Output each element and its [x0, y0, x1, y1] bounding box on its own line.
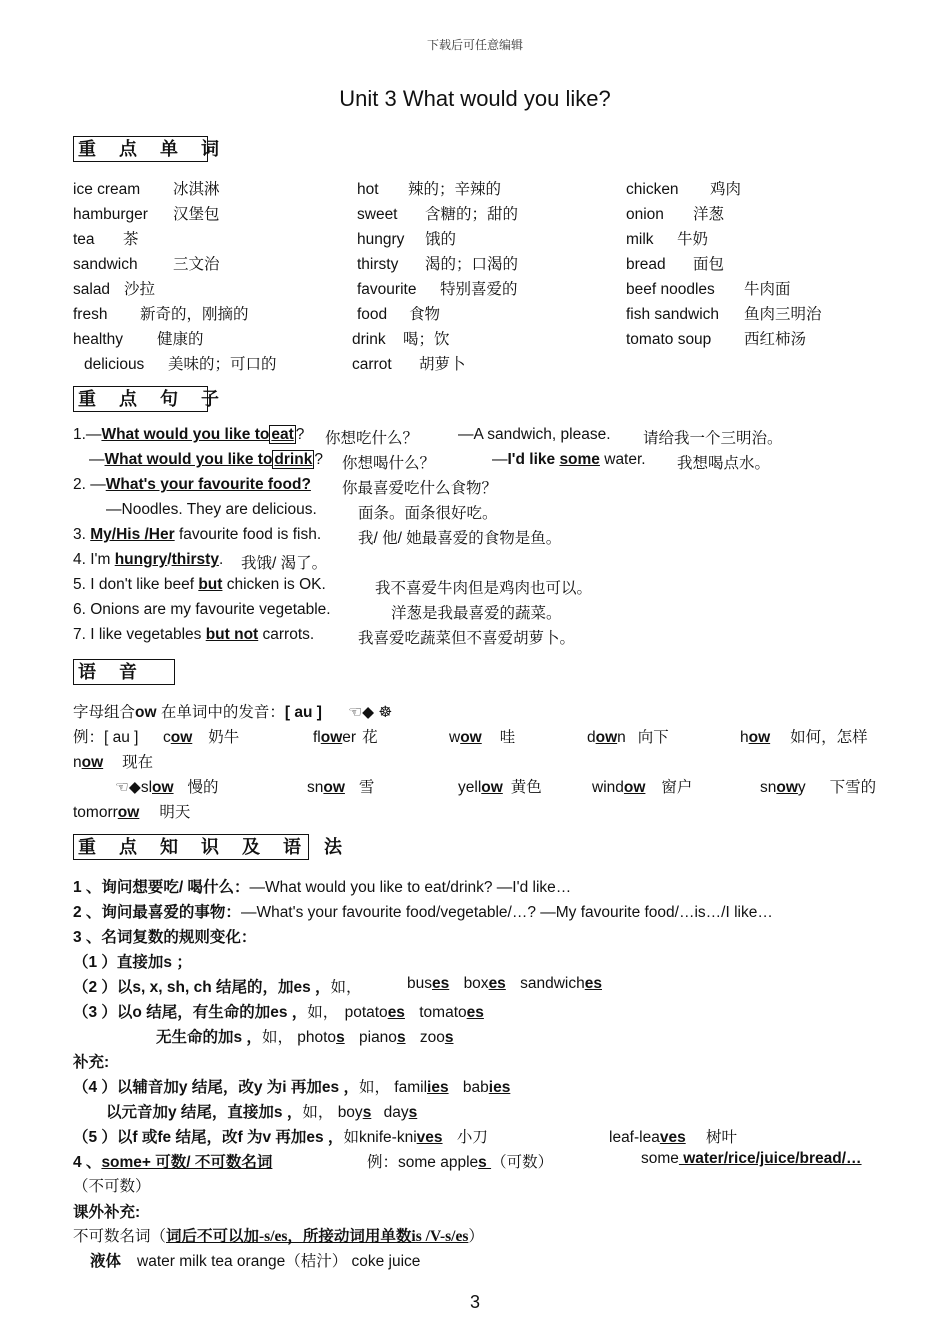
section-phonics-heading: 语 音 [73, 659, 175, 685]
text: famil [394, 1079, 428, 1096]
text: 1 、询问想要吃/ 喝什么： [73, 879, 250, 896]
vocab-item [357, 227, 456, 249]
section-vocab-heading: 重 点 单 词 [73, 136, 208, 162]
vocab-item [626, 177, 741, 199]
text: but [198, 576, 223, 593]
sentence-1b-answer [492, 451, 646, 469]
text: ow [481, 779, 503, 796]
text: ow [81, 754, 104, 771]
grammar-line-7 [156, 1025, 454, 1047]
text: ow [320, 729, 343, 746]
text: 3. [73, 526, 91, 543]
text: er [342, 729, 357, 746]
text: ? [314, 451, 323, 468]
vocab-item [73, 202, 220, 224]
vocab-meaning: 鸡肉 [710, 181, 742, 198]
page-header: 下载后可任意编辑 [426, 38, 523, 52]
text: photo [297, 1029, 337, 1046]
text: 向下 [637, 729, 669, 746]
vocab-meaning: 胡萝卜 [419, 356, 466, 373]
sentence-5-cn: 我不喜爱牛肉但是鸡肉也可以。 [375, 580, 593, 597]
text: ☜◆ ☸ [348, 704, 393, 721]
grammar-line-6 [73, 1000, 484, 1022]
text: 慢的 [187, 779, 219, 796]
vocab-item [626, 327, 806, 349]
text: carrots. [258, 626, 315, 643]
text: box [463, 975, 489, 992]
vocab-word: carrot [352, 356, 392, 373]
text: 词后不可以加-s/es，所接动词用单数is /V-s/es [166, 1228, 469, 1245]
vocab-meaning: 冰淇淋 [173, 181, 220, 198]
sentence-1-answer-cn: 请给我一个三明治。 [643, 430, 783, 447]
text: ow [135, 704, 157, 721]
vocab-meaning: 鱼肉三明治 [744, 306, 822, 323]
text: —What's your favourite food/vegetable/…? —My favourite food/…is…/I like… [240, 904, 773, 921]
text: potato [344, 1004, 388, 1021]
vocab-meaning: 含糖的；甜的 [425, 206, 519, 223]
text: 如， [307, 1004, 339, 1021]
vocab-word: milk [626, 231, 654, 248]
text: y [797, 779, 806, 796]
text: some [559, 451, 600, 468]
sentence-1 [73, 426, 304, 444]
vocab-word: thirsty [357, 256, 399, 273]
text: es [488, 975, 506, 992]
vocab-meaning: 食物 [409, 306, 441, 323]
vocab-item [357, 202, 518, 224]
text: What's your favourite food? [105, 476, 311, 493]
sentence-2-answer: —Noodles. They are delicious. [106, 501, 317, 518]
vocab-item [84, 352, 277, 374]
text: c [163, 729, 171, 746]
text: water/rice/juice/bread/… [678, 1150, 862, 1167]
text: [ au ] [284, 704, 322, 721]
grammar-line-12-uncountable [641, 1150, 862, 1168]
text: es [466, 1004, 484, 1021]
vocab-meaning: 面包 [693, 256, 725, 273]
text: favourite food is fish. [174, 526, 322, 543]
sentence-1-cn: 你想吃什么？ [325, 430, 419, 447]
vocab-word: sweet [357, 206, 398, 223]
vocab-meaning: 茶 [123, 231, 139, 248]
vocab-word: tomato soup [626, 331, 712, 348]
grammar-line-10 [106, 1100, 417, 1122]
phonics-word [449, 725, 515, 747]
phonics-word [73, 800, 190, 822]
vocab-item [626, 252, 724, 274]
phonics-word [458, 775, 542, 797]
grammar-line-5 [73, 975, 362, 997]
vocab-word: fish sandwich [626, 306, 720, 323]
sentence-3-cn: 我/ 他/ 她最喜爱的食物是鱼。 [358, 530, 562, 547]
vocab-word: salad [73, 281, 111, 298]
phonics-word [115, 775, 219, 797]
phonics-word [740, 725, 868, 747]
text: s [362, 1104, 372, 1121]
vocab-item [626, 302, 822, 324]
text: 如， [358, 1079, 390, 1096]
vocab-item [626, 277, 791, 299]
text: wind [592, 779, 624, 796]
text: 字母组合 [73, 704, 136, 721]
text: w [449, 729, 461, 746]
text: 2 、询问最喜爱的事物： [73, 904, 241, 921]
text: 如， [302, 1104, 334, 1121]
text: s [336, 1029, 345, 1046]
vocab-word: healthy [73, 331, 123, 348]
sentence-2-answer-cn: 面条。面条很好吃。 [358, 505, 498, 522]
text: piano [359, 1029, 397, 1046]
text: tomorr [73, 804, 118, 821]
vocab-word: food [357, 306, 388, 323]
text: ow [460, 729, 482, 746]
text: （可数） [491, 1154, 554, 1171]
vocab-item [73, 252, 220, 274]
vocab-word: chicken [626, 181, 679, 198]
text: boy [337, 1104, 363, 1121]
sentence-2 [73, 476, 311, 494]
vocab-word: beef noodles [626, 281, 715, 298]
text: hungry [114, 551, 168, 568]
vocab-meaning: 健康的 [157, 331, 204, 348]
text: ow [623, 779, 646, 796]
text: 不可数名词（ [73, 1228, 167, 1245]
vocab-item [357, 177, 501, 199]
vocab-meaning: 喝；饮 [403, 331, 450, 348]
vocab-item [357, 252, 518, 274]
vocab-meaning: 渴的；口渴的 [425, 256, 519, 273]
text: 下雪的 [829, 779, 877, 796]
sentence-7-cn: 我喜爱吃蔬菜但不喜爱胡萝卜。 [358, 630, 576, 647]
text: ow [776, 779, 798, 796]
text: s [478, 1154, 492, 1171]
grammar-line-16 [90, 1249, 420, 1271]
text: What would you like to [101, 426, 270, 443]
text: thirsty [171, 551, 219, 568]
text: bab [462, 1079, 489, 1096]
text: 2. — [73, 476, 106, 493]
text: 小刀 [456, 1129, 488, 1146]
vocab-item [73, 177, 220, 199]
text: water. [599, 451, 646, 468]
sentence-3 [73, 526, 321, 544]
text: 雪 [358, 779, 375, 796]
text: 如knife-kni [343, 1129, 417, 1146]
text: . [218, 551, 224, 568]
vocab-word: hungry [357, 231, 405, 248]
vocab-word: bread [626, 256, 666, 273]
section-sentences-heading: 重 点 句 子 [73, 386, 208, 412]
text: 1.— [73, 426, 102, 443]
text: ies [427, 1079, 449, 1096]
text: ow [170, 729, 193, 746]
sentence-6: 6. Onions are my favourite vegetable. [73, 601, 331, 618]
text: 例：some apple [367, 1154, 479, 1171]
sentence-1b [89, 451, 323, 469]
text: — [89, 451, 105, 468]
text: sandwich [520, 975, 585, 992]
vocab-item [352, 327, 450, 349]
text: —What would you like to eat/drink? —I'd like… [249, 879, 572, 896]
text: drink [274, 451, 313, 468]
text: 黄色 [510, 779, 542, 796]
vocab-word: hamburger [73, 206, 148, 223]
text: 如， [330, 979, 362, 996]
grammar-line-12-example [367, 1150, 553, 1172]
vocab-word: favourite [357, 281, 417, 298]
text: n [73, 754, 82, 771]
text: tomato [419, 1004, 467, 1021]
phonics-word [760, 775, 876, 797]
text: ? [295, 426, 305, 443]
vocab-meaning: 汉堡包 [173, 206, 220, 223]
page-title: Unit 3 What would you like? [339, 86, 611, 111]
sentence-4 [73, 551, 223, 569]
sentence-1b-cn: 你想喝什么？ [342, 455, 436, 472]
grammar-line-5-examples [407, 975, 602, 993]
grammar-line-11-example [609, 1125, 737, 1147]
vocab-word: drink [352, 331, 386, 348]
vocab-word: tea [73, 231, 95, 248]
text: 树叶 [706, 1129, 738, 1146]
text: water milk tea orange（桔汁） coke juice [137, 1253, 421, 1270]
text: sn [760, 779, 777, 796]
vocab-meaning: 牛肉面 [744, 281, 791, 298]
phonics-word [307, 775, 374, 797]
text: 在单词中的发音： [156, 704, 285, 721]
phonics-word [73, 750, 153, 772]
text: — [492, 451, 508, 468]
text: s [408, 1104, 418, 1121]
grammar-line-14: 课外补充: [73, 1204, 141, 1221]
grammar-line-13: （不可数） [73, 1178, 151, 1195]
text: 7. I like vegetables [73, 626, 206, 643]
text: 如， [261, 1029, 293, 1046]
text: some+ 可数/ 不可数名词 [101, 1154, 273, 1171]
phonics-example-label: 例：[ au ] [73, 729, 139, 746]
text: （2 ）以s, x, sh, ch 结尾的，加es ， [73, 979, 331, 996]
vocab-word: hot [357, 181, 379, 198]
sentence-2-cn: 你最喜爱吃什么食物？ [342, 480, 498, 497]
vocab-meaning: 西红柿汤 [744, 331, 807, 348]
grammar-line-2 [73, 900, 773, 922]
text: 5. I don't like beef [73, 576, 199, 593]
vocab-meaning: 饿的 [425, 231, 457, 248]
vocab-item [352, 352, 466, 374]
text: es [387, 1004, 405, 1021]
text: ow [152, 779, 174, 796]
vocab-item [357, 302, 440, 324]
vocab-word: delicious [84, 356, 145, 373]
phonics-word [313, 725, 378, 747]
text: day [383, 1104, 409, 1121]
text: ow [595, 729, 618, 746]
text: ow [117, 804, 140, 821]
grammar-line-1 [73, 875, 571, 897]
sentence-6-cn: 洋葱是我最喜爱的蔬菜。 [391, 605, 562, 622]
text: chicken is OK. [222, 576, 326, 593]
text: sn [307, 779, 324, 796]
text: （4 ）以辅音加y 结尾，改y 为i 再加es ， [73, 1079, 359, 1096]
text: some [641, 1150, 679, 1167]
sentence-7 [73, 626, 314, 644]
vocab-meaning: 三文治 [173, 256, 220, 273]
sentence-1b-answer-cn: 我想喝点水。 [677, 455, 771, 472]
vocab-meaning: 特别喜爱的 [440, 281, 518, 298]
vocab-meaning: 牛奶 [677, 231, 709, 248]
vocab-word: sandwich [73, 256, 138, 273]
text: 哇 [499, 729, 516, 746]
vocab-meaning: 沙拉 [124, 281, 156, 298]
text: ves [659, 1129, 686, 1146]
vocab-item [73, 302, 249, 324]
vocab-word: fresh [73, 306, 108, 323]
grammar-line-8: 补充: [73, 1054, 110, 1071]
vocab-item [626, 227, 708, 249]
vocab-item [626, 202, 724, 224]
text: （3 ）以o 结尾，有生命的加es ， [73, 1004, 308, 1021]
sentence-1-answer: —A sandwich, please. [458, 426, 611, 443]
section-grammar-heading: 重 点 知 识 及 语 法 [73, 834, 309, 860]
text: 4. I'm [73, 551, 115, 568]
text: 无生命的加s ， [156, 1029, 262, 1046]
vocab-meaning: 洋葱 [693, 206, 725, 223]
text: I'd like [507, 451, 556, 468]
sentence-4-cn: 我饿/ 渴了。 [241, 555, 328, 572]
phonics-intro [73, 700, 392, 722]
text: bus [407, 975, 432, 992]
text: fl [313, 729, 321, 746]
text: ies [488, 1079, 511, 1096]
text: leaf-lea [609, 1129, 660, 1146]
vocab-word: ice cream [73, 181, 141, 198]
text: but not [205, 626, 259, 643]
sentence-5 [73, 576, 326, 594]
phonics-word [592, 775, 692, 797]
text: d [587, 729, 596, 746]
text: n [617, 729, 626, 746]
page-number: 3 [469, 1292, 480, 1312]
text: ☜◆sl [115, 779, 153, 796]
vocab-item [73, 327, 204, 349]
text: s [396, 1029, 406, 1046]
text: 4 、 [73, 1154, 102, 1171]
grammar-line-4: （1 ）直接加s ； [73, 954, 192, 971]
text: My/His /Her [90, 526, 175, 543]
text: 奶牛 [208, 729, 240, 746]
grammar-line-9 [73, 1075, 510, 1097]
text: yell [458, 779, 482, 796]
text: 窗户 [661, 779, 693, 796]
grammar-line-3: 3 、名词复数的规则变化： [73, 929, 257, 946]
text: 明天 [159, 804, 191, 821]
text: s [444, 1029, 454, 1046]
vocab-meaning: 新奇的，刚摘的 [140, 306, 249, 323]
vocab-item [73, 227, 139, 249]
text: （5 ）以f 或fe 结尾，改f 为v 再加es ， [73, 1129, 344, 1146]
text: zoo [419, 1029, 445, 1046]
text: 液体 [90, 1253, 122, 1270]
text: / [167, 551, 172, 568]
grammar-line-12 [73, 1150, 272, 1172]
text: 花 [362, 729, 378, 746]
grammar-line-15 [73, 1224, 484, 1246]
text: ow [323, 779, 345, 796]
vocab-meaning: 美味的；可口的 [168, 356, 277, 373]
vocab-item [357, 277, 518, 299]
grammar-line-11 [73, 1125, 488, 1147]
vocab-word: onion [626, 206, 664, 223]
text: 以元音加y 结尾，直接加s ， [106, 1104, 303, 1121]
phonics-word [587, 725, 669, 747]
text: ow [748, 729, 771, 746]
vocab-item [73, 277, 155, 299]
vocab-meaning: 辣的；辛辣的 [408, 181, 502, 198]
text: h [740, 729, 749, 746]
text: ves [416, 1129, 443, 1146]
text: es [584, 975, 602, 992]
text: 如何，怎样 [790, 729, 868, 746]
phonics-word [163, 725, 239, 747]
text: What would you like to [104, 451, 273, 468]
text: es [432, 975, 450, 992]
text: eat [271, 426, 294, 443]
text: 现在 [122, 754, 154, 771]
text: ） [468, 1228, 484, 1245]
